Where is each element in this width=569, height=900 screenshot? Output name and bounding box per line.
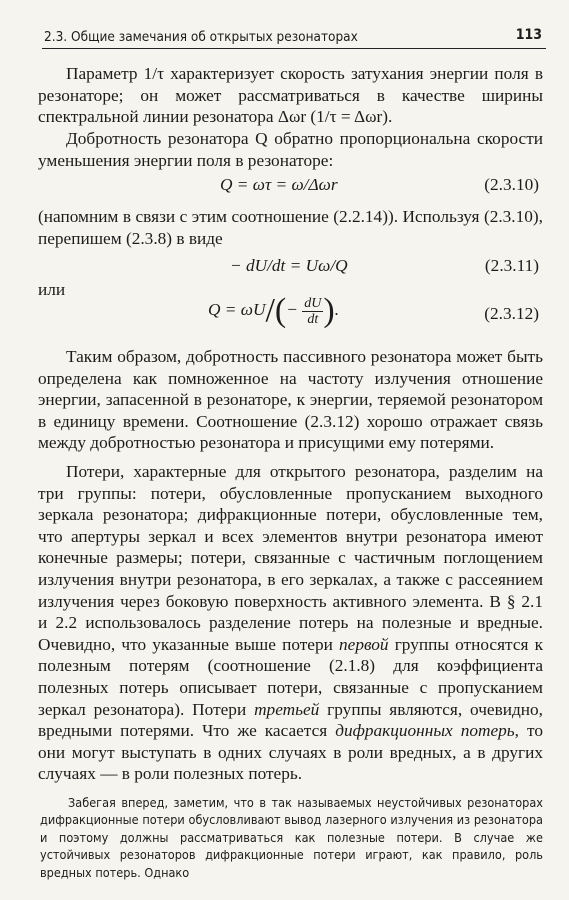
equation-2-3-12 bbox=[38, 294, 543, 340]
section-title: 2.3. Общие замечания об открытых резонаторах bbox=[44, 29, 358, 45]
paragraph-4: Таким образом, добротность пассивного резонатора может быть определена как помноженное на частоту излучения отношение энергии, запасенной в резонаторе, к энергии, теряемой резонатором в единицу времени. Соотношение (2.3.12) хорошо отражает связь между добротностью резонатора и присущими ему потерями. bbox=[38, 347, 543, 453]
fraction: $\frac{dU}{dt}$ bbox=[304, 295, 322, 327]
equation-formula: − dU/dt = Uω/Q bbox=[230, 256, 348, 275]
paragraph-5: Потери, характерные для открытого резонатора, разделим на три группы: потери, обусловленные пропусканием выходного зеркала резонатора; дифракционные потери, обусловленные тем, что апертуры зеркал и всех элементов внутри резонатора имеют конечные размеры; потери, связанные с частичным поглощением излучения внутри резонатора, в его зеркалах, а также с рассеянием излучения через боковую поверхность активного элемента. В § 2.1 и 2.2 использовалось разделение потерь на полезные и вредные. Очевидно, что указанные выше потери первой группы относятся к полезным потерям (соотношение (2.1.8) для коэффициента полезных потерь описывает потери, связанные с пропусканием зеркал резонатора). Потери третьей группы являются, очевидно, вредными потерями. Что же касается дифракционных потерь, то они могут выступать в одних случаях в роли вредных, а в других случаях — в роли полезных потерь. bbox=[38, 462, 544, 784]
paragraph-1: Параметр 1/τ характеризует скорость затухания энергии поля в резонаторе; он может рассматриваться в качестве ширины спектральной линии резонатора Δωr (1/τ = Δωr). bbox=[38, 64, 543, 127]
equation-2-3-10 bbox=[38, 175, 543, 203]
paragraph-3: (напомним в связи с этим соотношение (2.2.14)). Используя (2.3.10), перепишем (2.3.8) в виде bbox=[38, 207, 543, 248]
running-header bbox=[42, 26, 546, 49]
equation-number: (2.3.10) bbox=[484, 175, 539, 194]
footnote: Забегая вперед, заметим, что в так называемых неустойчивых резонаторах дифракционные потери обусловливают вывод лазерного излучения из резонатора и поэтому должны рассматриваться как полезные потери. В случае же устойчивых резонаторов дифракционные потери играют, как правило, роль вредных потерь. Однако bbox=[40, 795, 543, 880]
equation-number: (2.3.11) bbox=[484, 256, 539, 275]
or-label: или bbox=[38, 280, 66, 299]
equation-formula: Q = ωU/(− $\frac{dU}{dt}$ ). bbox=[208, 292, 340, 329]
equation-formula: Q = ωτ = ω/Δωr bbox=[220, 175, 338, 194]
page-number: 113 bbox=[515, 27, 542, 43]
equation-number: (2.3.12) bbox=[484, 304, 539, 323]
paragraph-2: Добротность резонатора Q обратно пропорциональна скорости уменьшения энергии поля в резонаторе: bbox=[38, 129, 543, 170]
